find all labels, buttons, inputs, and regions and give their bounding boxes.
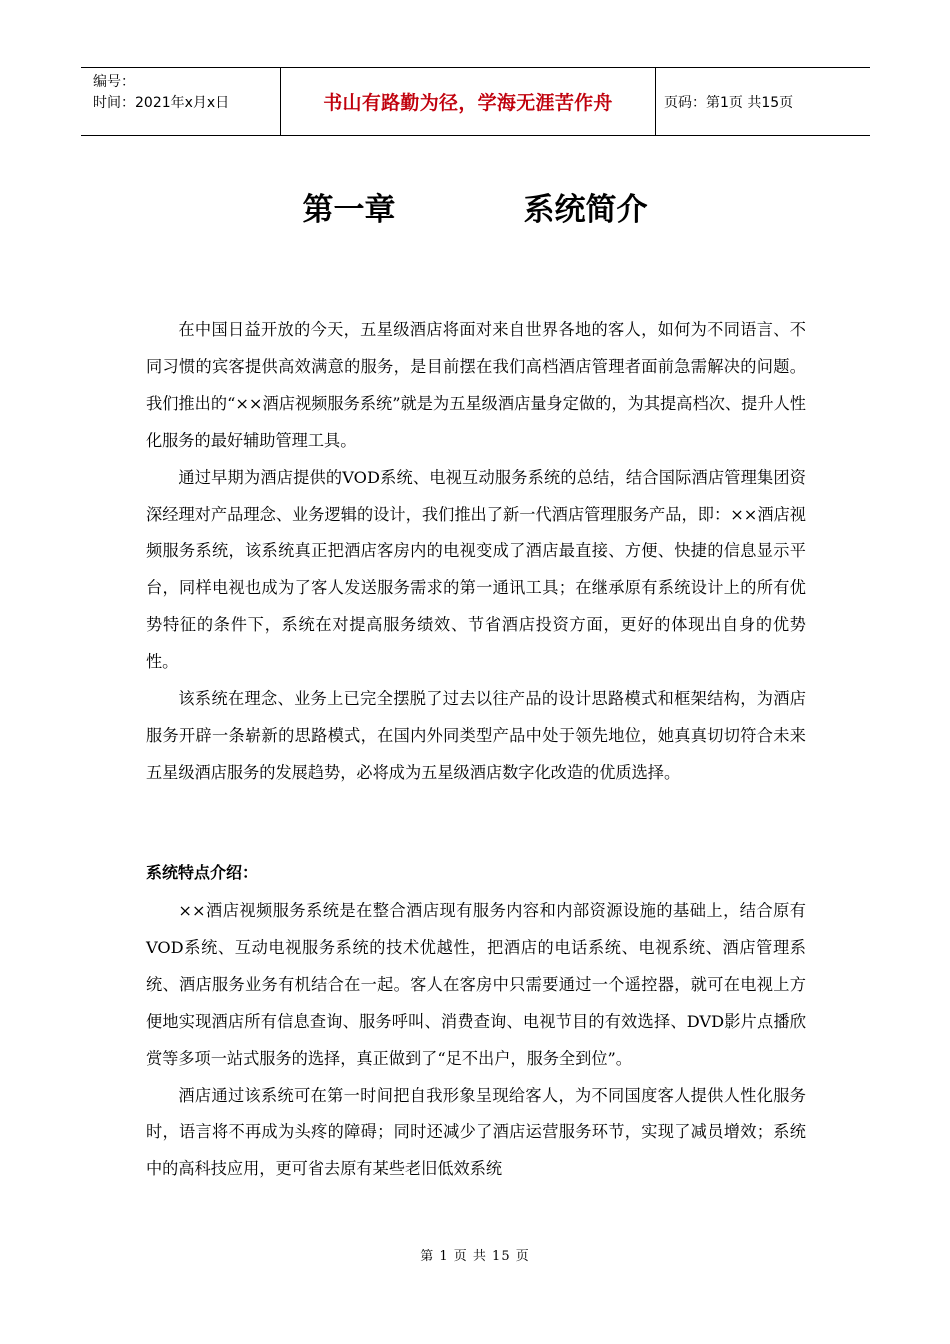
document-header bbox=[81, 67, 870, 136]
body-paragraph: 在中国日益开放的今天，五星级酒店将面对来自世界各地的客人，如何为不同语言、不同习惯的宾客提供高效满意的服务，是目前摆在我们高档酒店管理者面前急需解决的问题。我们推出的“××酒店视频服务系统”就是为五星级酒店量身定做的，为其提高档次、提升人性化服务的最好辅助管理工具。 bbox=[146, 320, 806, 450]
header-motto: 书山有路勤为径，学海无涯苦作舟 bbox=[281, 68, 656, 135]
header-meta-cell bbox=[81, 68, 281, 135]
document-date: 时间：2021年x月x日 bbox=[93, 95, 230, 111]
chapter-name: 系统简介 bbox=[523, 192, 648, 228]
features-section bbox=[146, 893, 806, 1188]
section-heading: 系统特点介绍： bbox=[146, 863, 259, 882]
chapter-title bbox=[0, 190, 950, 230]
chapter-number: 第一章 bbox=[302, 192, 396, 228]
body-paragraph: 该系统在理念、业务上已完全摆脱了过去以往产品的设计思路模式和框架结构，为酒店服务开辟一条崭新的思路模式，在国内外同类型产品中处于领先地位，她真真切切符合未来五星级酒店服务的发展趋势，必将成为五星级酒店数字化改造的优质选择。 bbox=[146, 689, 806, 782]
body-paragraph: ××酒店视频服务系统是在整合酒店现有服务内容和内部资源设施的基础上，结合原有VOD系统、互动电视服务系统的技术优越性，把酒店的电话系统、电视系统、酒店管理系统、酒店服务业务有机结合在一起。客人在客房中只需要通过一个遥控器，就可在电视上方便地实现酒店所有信息查询、服务呼叫、消费查询、电视节目的有效选择、DVD影片点播欣赏等多项一站式服务的选择，真正做到了“足不出户，服务全到位”。 bbox=[146, 901, 806, 1068]
body-paragraph: 酒店通过该系统可在第一时间把自我形象呈现给客人，为不同国度客人提供人性化服务时，语言将不再成为头疼的障碍；同时还减少了酒店运营服务环节，实现了减员增效；系统中的高科技应用，更可省去原有某些老旧低效系统 bbox=[146, 1085, 806, 1179]
document-number-label: 编号： bbox=[93, 74, 135, 90]
body-paragraph: 通过早期为酒店提供的VOD系统、电视互动服务系统的总结，结合国际酒店管理集团资深经理对产品理念、业务逻辑的设计，我们推出了新一代酒店管理服务产品，即：××酒店视频服务系统，该系统真正把酒店客房内的电视变成了酒店最直接、方便、快捷的信息显示平台，同样电视也成为了客人发送服务需求的第一通讯工具；在继承原有系统设计上的所有优势特征的条件下，系统在对提高服务绩效、节省酒店投资方面，更好的体现出自身的优势性。 bbox=[146, 467, 806, 672]
page-footer: 第 1 页 共 15 页 bbox=[420, 1249, 530, 1264]
intro-section bbox=[146, 312, 806, 792]
header-page-info: 页码：第1页 共15页 bbox=[664, 94, 794, 111]
